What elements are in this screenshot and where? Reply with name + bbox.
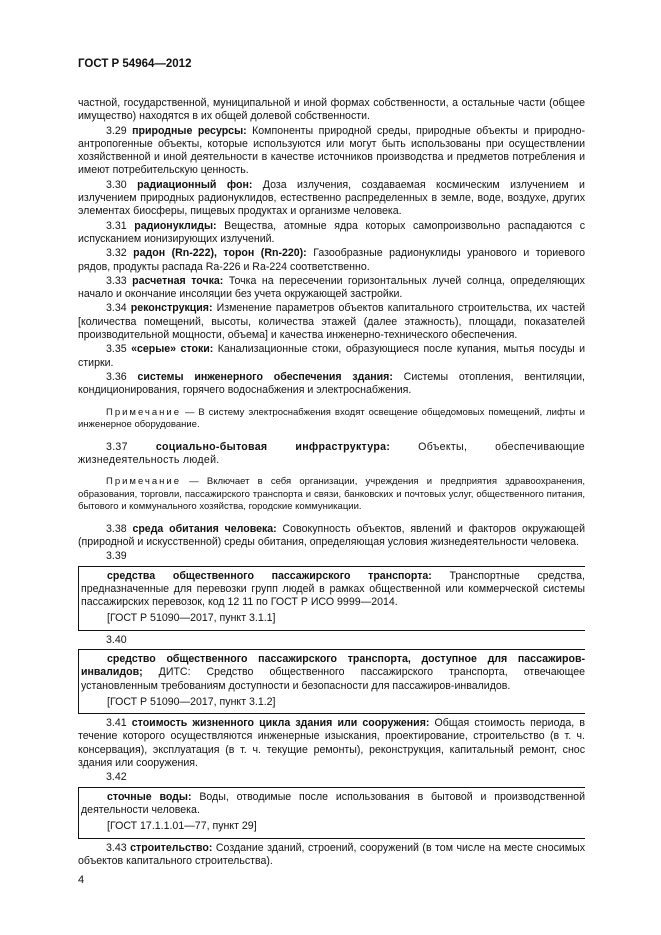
term-3-43 xyxy=(78,842,585,869)
term-number-3-40: 3.40 xyxy=(106,633,127,646)
term-definition: ДИТС: Средство общественного пассажирского транспорта, отвечающее установленным требованиям доступности и безопасности для пассажиров-инвалидов. xyxy=(81,666,585,692)
term-3-32 xyxy=(78,247,585,274)
term-title: стоимость жизненного цикла здания или сооружения: xyxy=(131,717,430,730)
source-reference: [ГОСТ Р 51090—2017, пункт 3.1.2] xyxy=(107,695,276,708)
quoted-term-box-3-39 xyxy=(78,566,585,631)
term-title: среда обитания человека: xyxy=(132,522,277,535)
term-title: строительство: xyxy=(130,841,213,854)
term-title: расчетная точка: xyxy=(132,274,224,287)
term-3-36 xyxy=(78,371,585,398)
term-3-35 xyxy=(78,343,585,370)
term-number-3-39: 3.39 xyxy=(106,550,127,563)
term-number: 3.35 xyxy=(106,343,127,356)
term-title: радон (Rn-222), торон (Rn-220): xyxy=(133,247,307,260)
term-definition: Изменение параметров объектов капитального строительства, их частей [количества помещений, высоты, количества этажей (далее этажность), площади, показателей производительной мощности, объема] и качества инженерно-технического обеспечения. xyxy=(78,302,585,342)
term-3-37 xyxy=(78,441,585,468)
quoted-term-box-3-40 xyxy=(78,649,585,714)
term-definition: Газообразные радионуклиды уранового и ториевого рядов, продукты распада Ra-226 и Ra-224 соответственно. xyxy=(78,247,585,273)
quoted-term-body xyxy=(81,791,585,818)
term-title: радиационный фон: xyxy=(137,178,253,191)
term-number: 3.38 xyxy=(106,522,127,535)
term-number-3-42: 3.42 xyxy=(106,771,127,784)
term-definition: Транспортные средства, предназначенные для перевозки групп людей в рамках общественной или коммерческой системы пассажирских перевозок, код 12 11 по ГОСТ Р ИСО 9999—2014. xyxy=(81,569,585,609)
term-definition: Совокупность объектов, явлений и факторов окружающей (природной и искусственной) среды обитания, определяющая условия жизнедеятельности человека. xyxy=(78,522,585,548)
term-title: системы инженерного обеспечения здания: xyxy=(137,370,393,383)
note-text: — В систему электроснабжения входят освещение общедомовых помещений, лифты и инженерное оборудование. xyxy=(78,406,585,431)
page-body xyxy=(78,97,585,869)
term-3-30 xyxy=(78,179,585,219)
term-number: 3.33 xyxy=(106,274,127,287)
term-3-29 xyxy=(78,125,585,178)
term-title: средства общественного пассажирского транспорта: xyxy=(107,569,432,582)
quoted-term-body xyxy=(81,653,585,693)
note-label: Примечание xyxy=(106,406,181,418)
term-number: 3.29 xyxy=(106,124,127,137)
term-3-41 xyxy=(78,717,585,770)
intro-paragraph: частной, государственной, муниципальной и иной формах собственности, а остальные части (общее имущество) находятся в их общей долевой собственности. xyxy=(78,97,585,123)
term-title: природные ресурсы: xyxy=(132,124,247,137)
term-3-33 xyxy=(78,275,585,302)
term-definition: Доза излучения, создаваемая космическим излучением и излучением природных радионуклидов, естественно распределенных в земле, воде, воздухе, других элементах биосферы, пищевых продуктах и организме человека. xyxy=(78,178,585,218)
term-definition: Общая стоимость периода, в течение которого осуществляются инженерные изыскания, проектирование, строительство (в т. ч. консервация), эксплуатация (в т. ч. текущие ремонты), реконструкция, капитальный ремонт, снос здания или сооружения. xyxy=(78,717,586,770)
term-3-31 xyxy=(78,220,585,247)
term-number: 3.41 xyxy=(106,717,127,730)
term-number: 3.34 xyxy=(106,302,127,315)
term-number: 3.43 xyxy=(106,841,127,854)
source-reference: [ГОСТ 17.1.1.01—77, пункт 29] xyxy=(107,820,257,833)
term-title: радионуклиды: xyxy=(134,219,217,232)
term-definition: Системы отопления, вентиляции, кондиционирования, горячего водоснабжения и электроснабжения. xyxy=(78,370,585,397)
term-definition: Канализационные стоки, образующиеся после купания, мытья посуды и стирки. xyxy=(78,343,585,369)
term-number: 3.31 xyxy=(106,219,127,232)
term-number: 3.32 xyxy=(106,247,127,260)
term-number: 3.30 xyxy=(106,178,127,191)
term-number: 3.36 xyxy=(106,370,127,383)
term-title: социально-бытовая инфраструктура: xyxy=(155,440,391,453)
note-text: — Включает в себя организации, учреждения и предприятия здравоохранения, образования, торговли, пассажирского транспорта и связи, банковских и почтовых услуг, общественного питания, бытового и коммунального хозяйства, городские коммуникации. xyxy=(78,476,585,513)
term-number: 3.37 xyxy=(106,440,128,453)
term-definition: Вещества, атомные ядра которых самопроизвольно распадаются с испусканием ионизирующих излучений. xyxy=(78,219,585,245)
term-definition: Объекты, обеспечивающие жизнедеятельность людей. xyxy=(78,440,585,466)
page-number: 4 xyxy=(78,874,85,886)
term-3-34 xyxy=(78,302,585,342)
note-infrastructure xyxy=(78,476,585,514)
term-title: реконструкция: xyxy=(130,302,213,315)
term-title: «серые» стоки: xyxy=(131,343,214,356)
term-definition: Создание зданий, строений, сооружений (в том числе на месте сносимых объектов капитального строительства). xyxy=(78,841,585,867)
term-definition: Точка на пересечении горизонтальных лучей солнца, определяющих начало и окончание инсоляции без учета окружающей застройки. xyxy=(78,274,585,301)
term-definition: Воды, отводимые после использования в бытовой и производственной деятельности человека. xyxy=(81,790,585,816)
term-title: сточные воды: xyxy=(107,790,192,803)
term-title: средство общественного пассажирского транспорта, доступное для пассажиров-инвалидов; xyxy=(81,653,585,679)
quoted-term-body xyxy=(81,570,585,610)
term-3-38 xyxy=(78,523,585,550)
source-reference: [ГОСТ Р 51090—2017, пункт 3.1.1] xyxy=(107,612,276,625)
document-code-header: ГОСТ Р 54964—2012 xyxy=(78,58,192,70)
quoted-term-box-3-42 xyxy=(78,787,585,839)
note-power-supply xyxy=(78,407,585,432)
term-definition: Компоненты природной среды, природные объекты и природно-антропогенные объекты, которые используются или могут быть использованы при осуществлении хозяйственной и иной деятельности в качестве источников производства и предметов потребления и имеют потребительскую ценность. xyxy=(78,124,585,177)
note-label: Примечание xyxy=(106,476,181,488)
